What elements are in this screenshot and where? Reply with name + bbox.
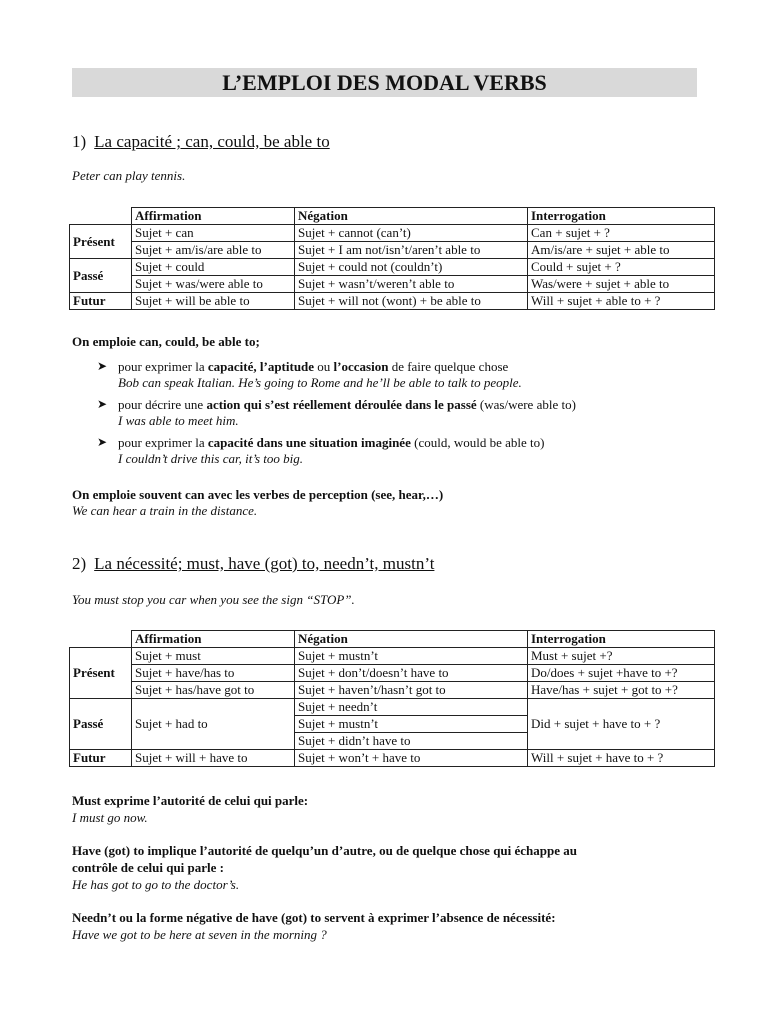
table-cell: Sujet + won’t + have to — [295, 750, 528, 767]
arrow-bullet-icon: ➤ — [97, 435, 108, 449]
table-cell: Could + sujet + ? — [528, 259, 715, 276]
table-cell: Sujet + I am not/isn’t/aren’t able to — [295, 242, 528, 259]
table-cell: Sujet + mustn’t — [295, 648, 528, 665]
table-cell: Can + sujet + ? — [528, 225, 715, 242]
necessity-table — [69, 630, 715, 767]
table-row — [70, 699, 715, 716]
table-row — [70, 648, 715, 665]
table-cell: Sujet + wasn’t/weren’t able to — [295, 276, 528, 293]
have-example: He has got to go to the doctor’s. — [72, 877, 240, 892]
table-row — [70, 682, 715, 699]
table-cell: Sujet + could — [132, 259, 295, 276]
table-cell: Sujet + can — [132, 225, 295, 242]
table-cell: Sujet + has/have got to — [132, 682, 295, 699]
table-cell: Sujet + cannot (can’t) — [295, 225, 528, 242]
section-1-heading — [72, 132, 330, 152]
table-cell: Must + sujet +? — [528, 648, 715, 665]
table-cell: Sujet + will be able to — [132, 293, 295, 310]
must-example: I must go now. — [72, 810, 148, 825]
table-cell: Sujet + had to — [132, 699, 295, 750]
table-cell: Was/were + sujet + able to — [528, 276, 715, 293]
table-cell: Do/does + sujet +have to +? — [528, 665, 715, 682]
table-cell: Sujet + mustn’t — [295, 716, 528, 733]
section-1-example: Peter can play tennis. — [72, 168, 186, 183]
have-heading-line-1: Have (got) to implique l’autorité de quelqu’un d’autre, ou de quelque chose qui échappe au — [72, 843, 578, 858]
column-header: Interrogation — [528, 631, 715, 648]
section-1-title: La capacité ; can, could, be able to — [94, 132, 330, 151]
capacity-table — [69, 207, 715, 310]
table-cell: Sujet + don’t/doesn’t have to — [295, 665, 528, 682]
row-label-future: Futur — [70, 293, 132, 310]
section-2-number: 2) — [72, 554, 87, 573]
column-header: Négation — [295, 208, 528, 225]
bullet-example: Bob can speak Italian. He’s going to Rome and he’ll be able to talk to people. — [118, 375, 522, 390]
section-1-number: 1) — [72, 132, 87, 151]
table-header-row — [70, 208, 715, 225]
row-label-present: Présent — [70, 225, 132, 259]
bullet-text: pour exprimer la capacité dans une situation imaginée (could, would be able to) — [118, 435, 545, 450]
arrow-bullet-icon: ➤ — [97, 359, 108, 373]
table-cell: Sujet + will not (wont) + be able to — [295, 293, 528, 310]
neednt-heading: Needn’t ou la forme négative de have (got) to servent à exprimer l’absence de nécessité: — [72, 910, 556, 925]
table-row — [70, 242, 715, 259]
bullet-text: pour décrire une action qui s’est réellement déroulée dans le passé (was/were able to) — [118, 397, 576, 412]
table-cell: Will + sujet + able to + ? — [528, 293, 715, 310]
section-2-title: La nécessité; must, have (got) to, needn’t, mustn’t — [94, 554, 435, 573]
table-cell: Sujet + didn’t have to — [295, 733, 528, 750]
perception-heading: On emploie souvent can avec les verbes de perception (see, hear,…) — [72, 487, 444, 502]
bullet-item — [97, 359, 697, 393]
bullet-item — [97, 397, 697, 431]
table-row — [70, 293, 715, 310]
table-cell: Sujet + will + have to — [132, 750, 295, 767]
table-row — [70, 750, 715, 767]
page-title: L’EMPLOI DES MODAL VERBS — [72, 68, 697, 97]
row-label-past: Passé — [70, 699, 132, 750]
table-cell: Will + sujet + have to + ? — [528, 750, 715, 767]
column-header: Négation — [295, 631, 528, 648]
table-cell: Sujet + have/has to — [132, 665, 295, 682]
bullet-example: I couldn’t drive this car, it’s too big. — [118, 451, 304, 466]
table-cell: Did + sujet + have to + ? — [528, 699, 715, 750]
column-header: Affirmation — [132, 208, 295, 225]
section-2-heading — [72, 554, 434, 574]
row-label-present: Présent — [70, 648, 132, 699]
bullet-example: I was able to meet him. — [118, 413, 239, 428]
table-cell: Am/is/are + sujet + able to — [528, 242, 715, 259]
table-corner — [70, 208, 132, 225]
perception-example: We can hear a train in the distance. — [72, 503, 258, 518]
table-header-row — [70, 631, 715, 648]
neednt-example: Have we got to be here at seven in the morning ? — [72, 927, 327, 942]
row-label-future: Futur — [70, 750, 132, 767]
must-heading: Must exprime l’autorité de celui qui parle: — [72, 793, 309, 808]
have-heading-line-2: contrôle de celui qui parle : — [72, 860, 225, 875]
table-cell: Sujet + haven’t/hasn’t got to — [295, 682, 528, 699]
column-header: Interrogation — [528, 208, 715, 225]
table-row — [70, 665, 715, 682]
table-cell: Sujet + must — [132, 648, 295, 665]
arrow-bullet-icon: ➤ — [97, 397, 108, 411]
table-row — [70, 276, 715, 293]
table-corner — [70, 631, 132, 648]
table-cell: Sujet + was/were able to — [132, 276, 295, 293]
table-cell: Sujet + am/is/are able to — [132, 242, 295, 259]
table-cell: Sujet + could not (couldn’t) — [295, 259, 528, 276]
table-row — [70, 259, 715, 276]
column-header: Affirmation — [132, 631, 295, 648]
uses-heading: On emploie can, could, be able to; — [72, 334, 260, 349]
table-cell: Have/has + sujet + got to +? — [528, 682, 715, 699]
table-cell: Sujet + needn’t — [295, 699, 528, 716]
bullet-item — [97, 435, 697, 469]
bullet-text: pour exprimer la capacité, l’aptitude ou l’occasion de faire quelque chose — [118, 359, 509, 374]
section-2-example: You must stop you car when you see the sign “STOP”. — [72, 592, 355, 607]
table-row — [70, 225, 715, 242]
row-label-past: Passé — [70, 259, 132, 293]
